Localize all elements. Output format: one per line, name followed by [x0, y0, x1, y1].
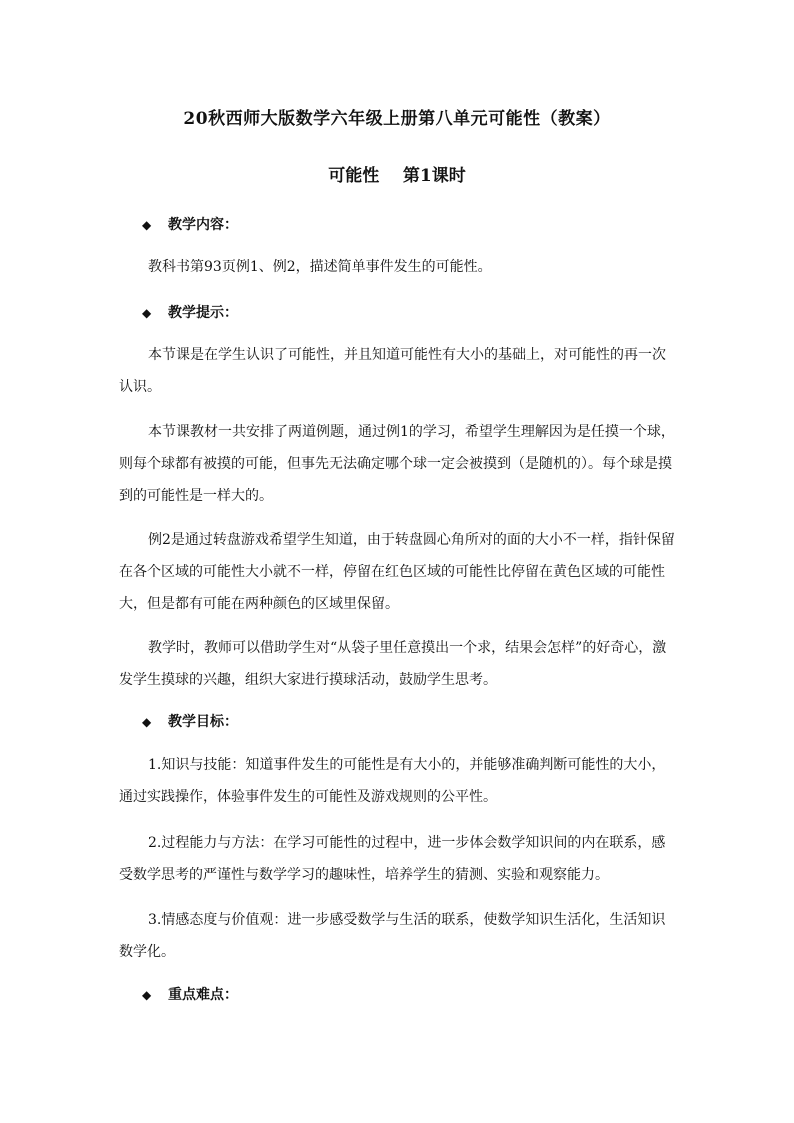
section-heading-label: 教学内容：: [168, 217, 238, 233]
paragraph: 2.过程能力与方法：在学习可能性的过程中，进一步体会数学知识间的内在联系，感受数学思考的严谨性与数学学习的趣味性，培养学生的猜测、实验和观察能力。: [119, 835, 666, 883]
section-heading-label: 重点难点：: [168, 987, 238, 1003]
paragraph: 教学时，教师可以借助学生对“从袋子里任意摸出一个求，结果会怎样”的好奇心，激发学生摸球的兴趣，组织大家进行摸球活动，鼓励学生思考。: [119, 640, 667, 688]
paragraph: 教科书第93页例1、例2，描述简单事件发生的可能性。: [148, 259, 492, 275]
section-heading-content: [142, 214, 238, 234]
paragraph: 3.情感态度与价值观：进一步感受数学与生活的联系，使数学知识生活化，生活知识数学化。: [119, 912, 666, 960]
section-heading-label: 教学提示：: [168, 305, 238, 321]
paragraph: 例2是通过转盘游戏希望学生知道，由于转盘圆心角所对的面的大小不一样，指针保留在各个区域的可能性大小就不一样，停留在红色区域的可能性比停留在黄色区域的可能性大，但是都有可能在两种颜色的区域里保留。: [119, 532, 675, 612]
diamond-bullet-icon: ◆: [142, 715, 152, 729]
lesson-subtitle: 可能性 第1课时: [328, 166, 466, 186]
diamond-bullet-icon: ◆: [142, 218, 152, 232]
paragraph: 本节课教材一共安排了两道例题，通过例1的学习，希望学生理解因为是任摸一个球，则每个球都有被摸的可能，但事先无法确定哪个球一定会被摸到（是随机的）。每个球是摸到的可能性是一样大的。: [119, 424, 675, 504]
paragraph: 本节课是在学生认识了可能性，并且知道可能性有大小的基础上，对可能性的再一次认识。: [119, 347, 666, 395]
diamond-bullet-icon: ◆: [142, 306, 152, 320]
diamond-bullet-icon: ◆: [142, 988, 152, 1002]
section-heading-hints: [142, 302, 238, 322]
section-heading-label: 教学目标：: [168, 714, 238, 730]
section-heading-goals: [142, 711, 238, 731]
section-heading-keypoints: [142, 984, 238, 1004]
paragraph: 1.知识与技能：知道事件发生的可能性是有大小的，并能够准确判断可能性的大小，通过实践操作，体验事件发生的可能性及游戏规则的公平性。: [119, 757, 666, 805]
document-title: 20秋西师大版数学六年级上册第八单元可能性（教案）: [183, 109, 611, 129]
